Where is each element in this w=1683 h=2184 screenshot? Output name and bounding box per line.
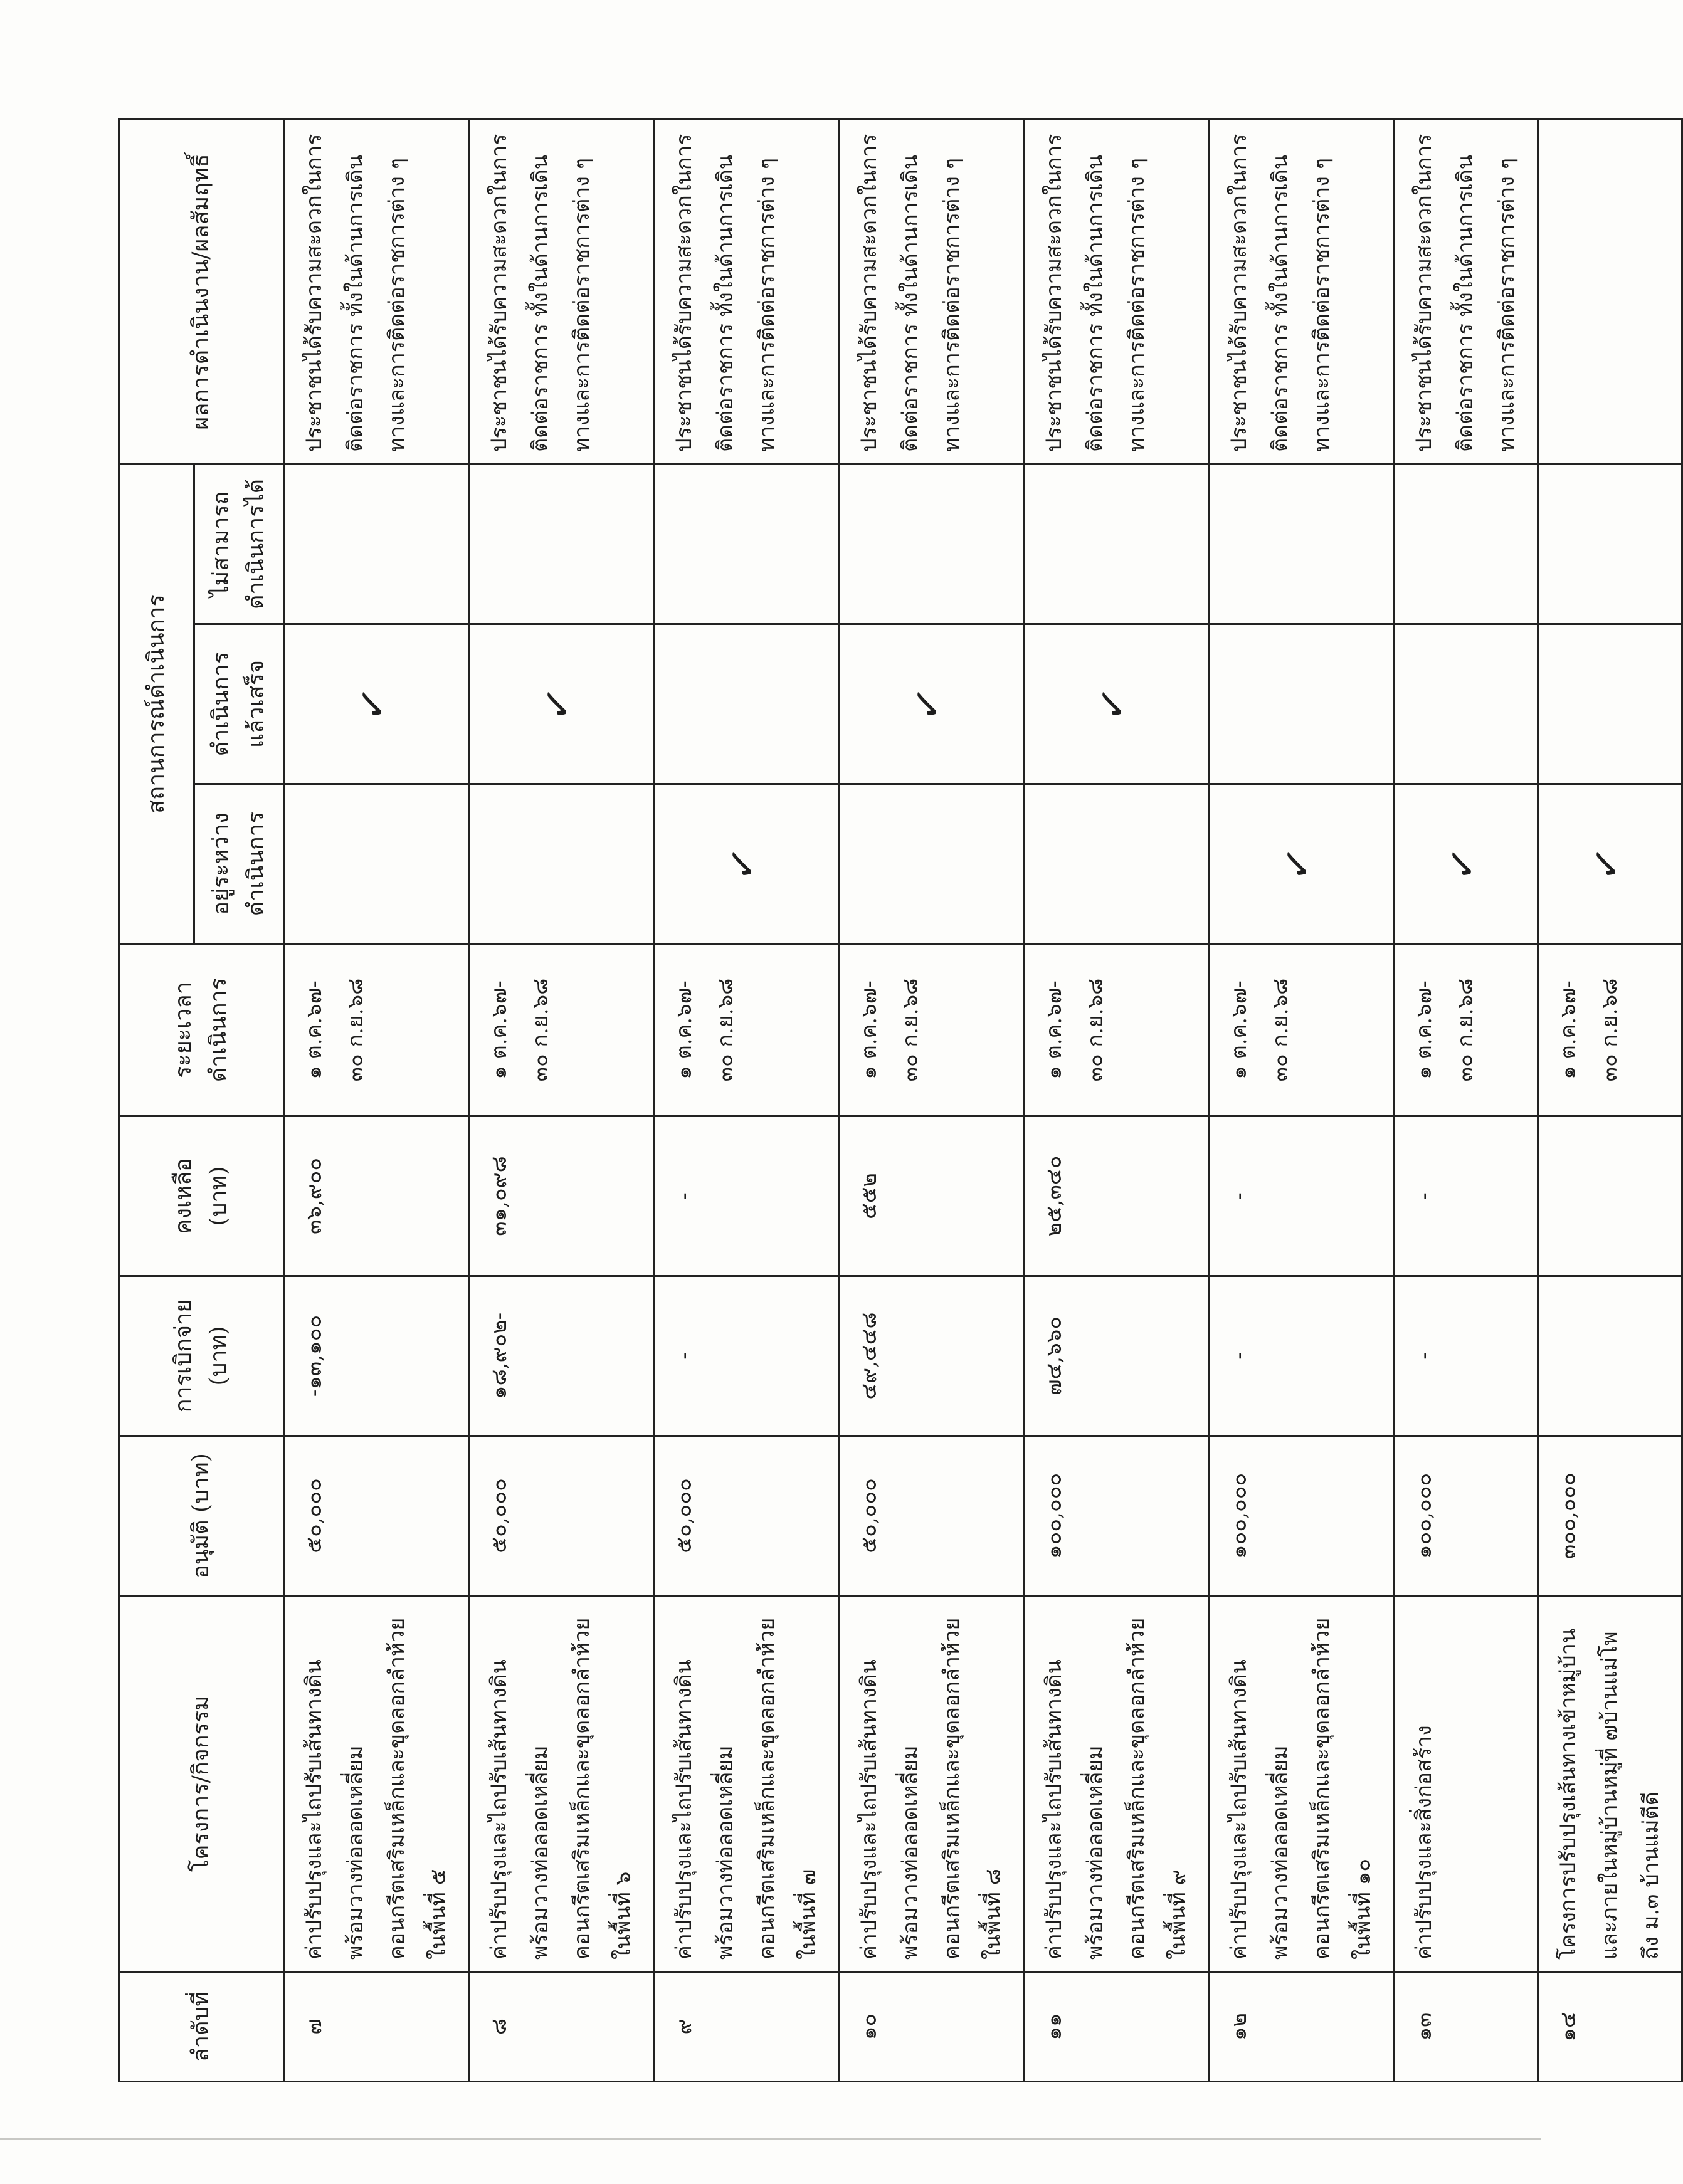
header-disbursed: การเบิกจ่าย (บาท) xyxy=(119,1276,284,1436)
cell-project-text: ค่าปรับปรุงและไถปรับเส้นทางดิน พร้อมวางท่อลอดเหลี่ยมคอนกรีตเสริมเหล็กและขุดลอกลำห้วยในพื้นที่ ๕ xyxy=(302,1617,451,1960)
cell-remaining xyxy=(1024,1116,1209,1276)
cell-remaining xyxy=(654,1116,839,1276)
cell-in-progress xyxy=(1394,784,1538,944)
cell-approved-text: ๑๐๐,๐๐๐ xyxy=(1227,1473,1252,1559)
cell-done xyxy=(1209,624,1394,784)
header-status-unable: ไม่สามารถดำเนินการได้ xyxy=(194,464,284,624)
cell-disbursed-text: ๑๘,๙๐๒- xyxy=(487,1312,512,1400)
cell-unable xyxy=(284,464,469,624)
cell-no xyxy=(1538,1972,1682,2082)
cell-no xyxy=(284,1972,469,2082)
cell-approved-text: ๕๐,๐๐๐ xyxy=(302,1478,327,1553)
cell-remaining xyxy=(839,1116,1024,1276)
table-row xyxy=(1394,119,1538,2081)
cell-remaining-text: ๒๕,๓๔๐ xyxy=(1042,1155,1067,1237)
cell-project xyxy=(654,1596,839,1972)
cell-done xyxy=(1538,624,1682,784)
cell-project-text: ค่าปรับปรุงและไถปรับเส้นทางดิน พร้อมวางท่อลอดเหลี่ยมคอนกรีตเสริมเหล็กและขุดลอกลำห้วยในพื้นที่ ๘ xyxy=(857,1617,1006,1960)
cell-result-text: ประชาชนได้รับความสะดวกในการติดต่อราชการ ทั้งในด้านการเดินทางและการติดต่อราชการต่าง ๆ xyxy=(1042,134,1149,452)
cell-no-text: ๑๔ xyxy=(1556,2012,1581,2042)
cell-result xyxy=(469,119,654,464)
cell-period xyxy=(284,944,469,1116)
cell-done xyxy=(654,624,839,784)
cell-project-text: ค่าปรับปรุงและไถปรับเส้นทางดิน พร้อมวางท่อลอดเหลี่ยมคอนกรีตเสริมเหล็กและขุดลอกลำห้วยในพื้นที่ ๑๐ xyxy=(1227,1617,1376,1960)
cell-no xyxy=(1209,1972,1394,2082)
cell-unable xyxy=(1538,464,1682,624)
table-row xyxy=(284,119,469,2081)
cell-no-text: ๑๒ xyxy=(1227,2013,1252,2040)
period-end: ๓๐ ก.ย.๖๘ xyxy=(898,978,923,1082)
check-mark-icon: ✓ xyxy=(1437,843,1489,885)
check-mark-icon: ✓ xyxy=(1087,683,1139,725)
cell-done xyxy=(1394,624,1538,784)
cell-result xyxy=(1538,119,1682,464)
cell-result xyxy=(284,119,469,464)
check-mark-icon: ✓ xyxy=(532,683,584,725)
cell-in-progress xyxy=(1024,784,1209,944)
cell-disbursed xyxy=(839,1276,1024,1436)
cell-done xyxy=(1024,624,1209,784)
rotated-table-wrapper xyxy=(118,120,1664,2082)
cell-result-text: ประชาชนได้รับความสะดวกในการติดต่อราชการ ทั้งในด้านการเดินทางและการติดต่อราชการต่าง ๆ xyxy=(487,134,594,452)
table-row xyxy=(1209,119,1394,2081)
cell-unable xyxy=(654,464,839,624)
header-result: ผลการดำเนินงาน/ผลสัมฤทธิ์ xyxy=(119,119,284,464)
cell-remaining xyxy=(469,1116,654,1276)
cell-remaining xyxy=(1209,1116,1394,1276)
cell-done xyxy=(839,624,1024,784)
scanned-page xyxy=(118,120,1664,2082)
table-row xyxy=(1538,119,1682,2081)
cell-disbursed-text: -๑๓,๑๐๐ xyxy=(302,1315,327,1397)
header-row-1 xyxy=(119,119,194,2081)
cell-project xyxy=(1394,1596,1538,1972)
check-mark-icon: ✓ xyxy=(347,683,399,725)
cell-no-text: ๑๑ xyxy=(1042,2013,1067,2040)
cell-in-progress xyxy=(469,784,654,944)
cell-period xyxy=(839,944,1024,1116)
cell-result-text: ประชาชนได้รับความสะดวกในการติดต่อราชการ ทั้งในด้านการเดินทางและการติดต่อราชการต่าง ๆ xyxy=(672,134,779,452)
check-mark-icon: ✓ xyxy=(1272,843,1324,885)
cell-project-text: โครงการปรับปรุงเส้นทางเข้าหมู่บ้านและภายในหมู่บ้านหมู่ที่ ๗บ้านแม่โพ ถึง ม.๓ บ้านแม่ตีดี xyxy=(1556,1628,1664,1960)
period-start: ๑ ต.ค.๖๗- xyxy=(672,980,697,1079)
cell-project-text: ค่าปรับปรุงและไถปรับเส้นทางดิน พร้อมวางท่อลอดเหลี่ยมคอนกรีตเสริมเหล็กและขุดลอกลำห้วยในพื้นที่ ๗ xyxy=(672,1617,821,1960)
cell-project xyxy=(469,1596,654,1972)
cell-remaining xyxy=(284,1116,469,1276)
period-start: ๑ ต.ค.๖๗- xyxy=(1042,980,1067,1079)
cell-unable xyxy=(1024,464,1209,624)
cell-approved-text: ๕๐,๐๐๐ xyxy=(857,1478,882,1553)
header-status-done: ดำเนินการแล้วเสร็จ xyxy=(194,624,284,784)
cell-no-text: ๙ xyxy=(672,2019,697,2035)
period-end: ๓๐ ก.ย.๖๘ xyxy=(1083,978,1108,1082)
cell-approved xyxy=(1209,1436,1394,1596)
cell-approved xyxy=(654,1436,839,1596)
cell-project-text: ค่าปรับปรุงและสิ่งก่อสร้าง xyxy=(1411,1725,1437,1960)
cell-in-progress xyxy=(1209,784,1394,944)
table-row xyxy=(469,119,654,2081)
cell-no-text: ๗ xyxy=(302,2019,327,2035)
cell-disbursed-text: - xyxy=(1411,1352,1437,1360)
header-status: สถานการณ์ดำเนินการ xyxy=(119,464,194,943)
cell-disbursed xyxy=(1209,1276,1394,1436)
cell-in-progress xyxy=(284,784,469,944)
period-end: ๓๐ ก.ย.๖๘ xyxy=(713,978,738,1082)
cell-project xyxy=(1024,1596,1209,1972)
cell-period xyxy=(1024,944,1209,1116)
cell-approved xyxy=(839,1436,1024,1596)
cell-project-text: ค่าปรับปรุงและไถปรับเส้นทางดิน พร้อมวางท่อลอดเหลี่ยมคอนกรีตเสริมเหล็กและขุดลอกลำห้วยในพื้นที่ ๖ xyxy=(487,1617,636,1960)
header-project: โครงการ/กิจกรรม xyxy=(119,1596,284,1972)
cell-remaining-text: ๕๕๒ xyxy=(857,1173,882,1219)
cell-project xyxy=(1538,1596,1682,1972)
cell-approved xyxy=(1394,1436,1538,1596)
cell-in-progress xyxy=(839,784,1024,944)
cell-remaining-text: ๓๖,๙๐๐ xyxy=(302,1157,327,1235)
project-status-table xyxy=(118,118,1683,2082)
period-start: ๑ ต.ค.๖๗- xyxy=(1556,980,1581,1079)
header-approved: อนุมัติ (บาท) xyxy=(119,1436,284,1596)
cell-in-progress xyxy=(654,784,839,944)
period-start: ๑ ต.ค.๖๗- xyxy=(1411,980,1437,1079)
cell-remaining xyxy=(1538,1116,1682,1276)
cell-project-text: ค่าปรับปรุงและไถปรับเส้นทางดิน พร้อมวางท่อลอดเหลี่ยมคอนกรีตเสริมเหล็กและขุดลอกลำห้วยในพื้นที่ ๙ xyxy=(1042,1617,1191,1960)
cell-approved xyxy=(284,1436,469,1596)
cell-no xyxy=(1024,1972,1209,2082)
check-mark-icon: ✓ xyxy=(1581,843,1633,885)
cell-unable xyxy=(1209,464,1394,624)
cell-result-text: ประชาชนได้รับความสะดวกในการติดต่อราชการ ทั้งในด้านการเดินทางและการติดต่อราชการต่าง ๆ xyxy=(1227,134,1334,452)
cell-no xyxy=(654,1972,839,2082)
table-row xyxy=(654,119,839,2081)
cell-no-text: ๑๓ xyxy=(1411,2012,1437,2041)
cell-disbursed xyxy=(284,1276,469,1436)
cell-disbursed xyxy=(1024,1276,1209,1436)
period-end: ๓๐ ก.ย.๖๘ xyxy=(1597,978,1622,1082)
cell-result xyxy=(1394,119,1538,464)
cell-period xyxy=(469,944,654,1116)
cell-no xyxy=(1394,1972,1538,2082)
cell-period xyxy=(654,944,839,1116)
cell-unable xyxy=(469,464,654,624)
cell-disbursed xyxy=(469,1276,654,1436)
cell-approved-text: ๑๐๐,๐๐๐ xyxy=(1411,1473,1437,1559)
cell-disbursed xyxy=(1394,1276,1538,1436)
cell-result-text: ประชาชนได้รับความสะดวกในการติดต่อราชการ ทั้งในด้านการเดินทางและการติดต่อราชการต่าง ๆ xyxy=(1411,134,1519,452)
table-body xyxy=(284,119,1682,2081)
period-start: ๑ ต.ค.๖๗- xyxy=(487,980,512,1079)
cell-result xyxy=(839,119,1024,464)
cell-remaining xyxy=(1394,1116,1538,1276)
cell-period xyxy=(1538,944,1682,1116)
table-row xyxy=(839,119,1024,2081)
cell-disbursed-text: - xyxy=(1227,1352,1252,1360)
check-mark-icon: ✓ xyxy=(902,683,954,725)
cell-project xyxy=(839,1596,1024,1972)
check-mark-icon: ✓ xyxy=(717,843,769,885)
cell-no xyxy=(839,1972,1024,2082)
cell-disbursed xyxy=(1538,1276,1682,1436)
cell-approved-text: ๕๐,๐๐๐ xyxy=(672,1478,697,1553)
header-status-inprogress: อยู่ระหว่างดำเนินการ xyxy=(194,784,284,944)
cell-project xyxy=(284,1596,469,1972)
cell-remaining-text: - xyxy=(1411,1192,1437,1200)
period-end: ๓๐ ก.ย.๖๘ xyxy=(1268,978,1293,1082)
period-start: ๑ ต.ค.๖๗- xyxy=(302,980,327,1079)
period-end: ๓๐ ก.ย.๖๘ xyxy=(528,978,553,1082)
cell-disbursed-text: ๔๙,๔๔๘ xyxy=(857,1312,882,1400)
cell-no-text: ๘ xyxy=(487,2018,512,2035)
cell-done xyxy=(469,624,654,784)
cell-result-text: ประชาชนได้รับความสะดวกในการติดต่อราชการ ทั้งในด้านการเดินทางและการติดต่อราชการต่าง ๆ xyxy=(857,134,964,452)
cell-remaining-text: - xyxy=(1227,1192,1252,1200)
header-remaining: คงเหลือ (บาท) xyxy=(119,1116,284,1276)
scan-edge-divider xyxy=(0,2138,1541,2140)
cell-unable xyxy=(839,464,1024,624)
header-no: ลำดับที่ xyxy=(119,1972,284,2082)
cell-approved-text: ๓๐๐,๐๐๐ xyxy=(1556,1473,1581,1559)
cell-result xyxy=(1024,119,1209,464)
cell-done xyxy=(284,624,469,784)
cell-disbursed-text: - xyxy=(672,1352,697,1360)
cell-remaining-text: ๓๑,๐๙๘ xyxy=(487,1156,512,1236)
cell-no xyxy=(469,1972,654,2082)
header-period: ระยะเวลาดำเนินการ xyxy=(119,944,284,1116)
period-end: ๓๐ ก.ย.๖๘ xyxy=(343,978,368,1082)
cell-period xyxy=(1394,944,1538,1116)
cell-project xyxy=(1209,1596,1394,1972)
cell-no-text: ๑๐ xyxy=(857,2013,882,2040)
period-start: ๑ ต.ค.๖๗- xyxy=(1227,980,1252,1079)
cell-approved xyxy=(1024,1436,1209,1596)
cell-approved-text: ๕๐,๐๐๐ xyxy=(487,1478,512,1553)
cell-approved xyxy=(1538,1436,1682,1596)
cell-disbursed xyxy=(654,1276,839,1436)
cell-unable xyxy=(1394,464,1538,624)
cell-approved xyxy=(469,1436,654,1596)
period-start: ๑ ต.ค.๖๗- xyxy=(857,980,882,1079)
cell-result-text: ประชาชนได้รับความสะดวกในการติดต่อราชการ ทั้งในด้านการเดินทางและการติดต่อราชการต่าง ๆ xyxy=(302,134,409,452)
table-row xyxy=(1024,119,1209,2081)
cell-result xyxy=(1209,119,1394,464)
period-end: ๓๐ ก.ย.๖๘ xyxy=(1453,978,1478,1082)
cell-period xyxy=(1209,944,1394,1116)
cell-approved-text: ๑๐๐,๐๐๐ xyxy=(1042,1473,1067,1559)
cell-remaining-text: - xyxy=(672,1192,697,1200)
cell-in-progress xyxy=(1538,784,1682,944)
cell-result xyxy=(654,119,839,464)
cell-disbursed-text: ๗๔,๖๖๐ xyxy=(1042,1316,1067,1396)
